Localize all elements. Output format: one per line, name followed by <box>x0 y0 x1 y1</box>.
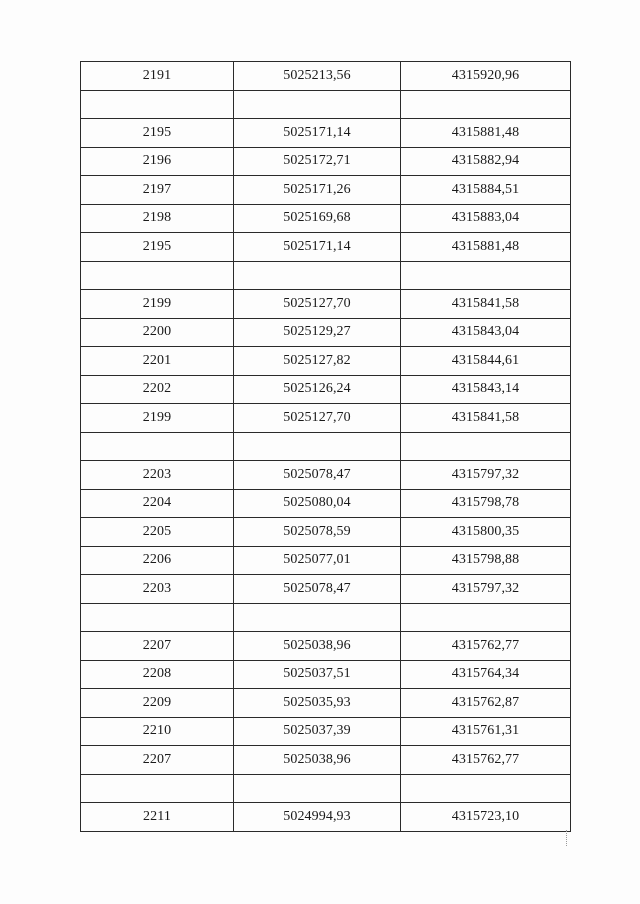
point-number-cell: 2208 <box>81 660 234 689</box>
x-coordinate-cell: 5025127,82 <box>234 347 401 376</box>
y-coordinate-cell: 4315798,88 <box>401 546 571 575</box>
table-row <box>81 233 571 262</box>
y-coordinate-cell: 4315764,34 <box>401 660 571 689</box>
point-number-cell: 2210 <box>81 717 234 746</box>
table-row <box>81 147 571 176</box>
x-coordinate-cell: 5025037,51 <box>234 660 401 689</box>
x-coordinate-cell <box>234 432 401 461</box>
x-coordinate-cell: 5025171,14 <box>234 119 401 148</box>
point-number-cell: 2198 <box>81 204 234 233</box>
table-separator-row <box>81 261 571 290</box>
point-number-cell: 2199 <box>81 404 234 433</box>
y-coordinate-cell <box>401 261 571 290</box>
x-coordinate-cell: 5025078,47 <box>234 575 401 604</box>
y-coordinate-cell: 4315723,10 <box>401 803 571 832</box>
y-coordinate-cell: 4315881,48 <box>401 233 571 262</box>
point-number-cell: 2195 <box>81 233 234 262</box>
x-coordinate-cell: 5025037,39 <box>234 717 401 746</box>
table-row <box>81 660 571 689</box>
point-number-cell: 2202 <box>81 375 234 404</box>
x-coordinate-cell: 5025038,96 <box>234 632 401 661</box>
point-number-cell <box>81 603 234 632</box>
table-row <box>81 375 571 404</box>
x-coordinate-cell: 5024994,93 <box>234 803 401 832</box>
y-coordinate-cell: 4315762,87 <box>401 689 571 718</box>
point-number-cell: 2209 <box>81 689 234 718</box>
y-coordinate-cell <box>401 774 571 803</box>
y-coordinate-cell: 4315882,94 <box>401 147 571 176</box>
table-row <box>81 632 571 661</box>
point-number-cell: 2203 <box>81 575 234 604</box>
point-number-cell: 2191 <box>81 62 234 91</box>
x-coordinate-cell <box>234 90 401 119</box>
y-coordinate-cell: 4315881,48 <box>401 119 571 148</box>
x-coordinate-cell: 5025078,47 <box>234 461 401 490</box>
scan-artifact <box>566 830 568 846</box>
table-separator-row <box>81 90 571 119</box>
table-row <box>81 461 571 490</box>
table-separator-row <box>81 774 571 803</box>
y-coordinate-cell: 4315844,61 <box>401 347 571 376</box>
point-number-cell <box>81 432 234 461</box>
y-coordinate-cell <box>401 603 571 632</box>
y-coordinate-cell: 4315798,78 <box>401 489 571 518</box>
x-coordinate-cell: 5025172,71 <box>234 147 401 176</box>
table-row <box>81 746 571 775</box>
table-row <box>81 489 571 518</box>
y-coordinate-cell: 4315800,35 <box>401 518 571 547</box>
table-row <box>81 803 571 832</box>
x-coordinate-cell: 5025038,96 <box>234 746 401 775</box>
point-number-cell: 2205 <box>81 518 234 547</box>
y-coordinate-cell: 4315841,58 <box>401 404 571 433</box>
x-coordinate-cell: 5025127,70 <box>234 290 401 319</box>
table-row <box>81 290 571 319</box>
table-separator-row <box>81 432 571 461</box>
point-number-cell: 2203 <box>81 461 234 490</box>
x-coordinate-cell: 5025080,04 <box>234 489 401 518</box>
table-row <box>81 347 571 376</box>
point-number-cell <box>81 774 234 803</box>
point-number-cell: 2207 <box>81 746 234 775</box>
x-coordinate-cell: 5025078,59 <box>234 518 401 547</box>
point-number-cell: 2207 <box>81 632 234 661</box>
x-coordinate-cell <box>234 603 401 632</box>
y-coordinate-cell: 4315761,31 <box>401 717 571 746</box>
point-number-cell <box>81 90 234 119</box>
x-coordinate-cell: 5025169,68 <box>234 204 401 233</box>
point-number-cell: 2206 <box>81 546 234 575</box>
x-coordinate-cell: 5025129,27 <box>234 318 401 347</box>
point-number-cell: 2196 <box>81 147 234 176</box>
x-coordinate-cell <box>234 261 401 290</box>
point-number-cell: 2197 <box>81 176 234 205</box>
y-coordinate-cell: 4315841,58 <box>401 290 571 319</box>
point-number-cell <box>81 261 234 290</box>
coordinates-table <box>80 61 571 832</box>
y-coordinate-cell: 4315843,14 <box>401 375 571 404</box>
table-row <box>81 204 571 233</box>
point-number-cell: 2195 <box>81 119 234 148</box>
point-number-cell: 2211 <box>81 803 234 832</box>
x-coordinate-cell: 5025127,70 <box>234 404 401 433</box>
x-coordinate-cell: 5025126,24 <box>234 375 401 404</box>
table-separator-row <box>81 603 571 632</box>
x-coordinate-cell <box>234 774 401 803</box>
x-coordinate-cell: 5025213,56 <box>234 62 401 91</box>
y-coordinate-cell: 4315883,04 <box>401 204 571 233</box>
table-row <box>81 176 571 205</box>
y-coordinate-cell <box>401 90 571 119</box>
table-row <box>81 546 571 575</box>
point-number-cell: 2201 <box>81 347 234 376</box>
x-coordinate-cell: 5025077,01 <box>234 546 401 575</box>
x-coordinate-cell: 5025171,26 <box>234 176 401 205</box>
x-coordinate-cell: 5025171,14 <box>234 233 401 262</box>
y-coordinate-cell: 4315762,77 <box>401 746 571 775</box>
point-number-cell: 2200 <box>81 318 234 347</box>
table-row <box>81 575 571 604</box>
y-coordinate-cell: 4315843,04 <box>401 318 571 347</box>
y-coordinate-cell: 4315797,32 <box>401 575 571 604</box>
table-row <box>81 62 571 91</box>
point-number-cell: 2204 <box>81 489 234 518</box>
table-row <box>81 689 571 718</box>
table-row <box>81 518 571 547</box>
y-coordinate-cell: 4315797,32 <box>401 461 571 490</box>
y-coordinate-cell: 4315920,96 <box>401 62 571 91</box>
table-row <box>81 404 571 433</box>
y-coordinate-cell: 4315762,77 <box>401 632 571 661</box>
table-row <box>81 119 571 148</box>
table-row <box>81 717 571 746</box>
coordinates-table-body <box>81 62 571 832</box>
table-row <box>81 318 571 347</box>
point-number-cell: 2199 <box>81 290 234 319</box>
y-coordinate-cell <box>401 432 571 461</box>
y-coordinate-cell: 4315884,51 <box>401 176 571 205</box>
x-coordinate-cell: 5025035,93 <box>234 689 401 718</box>
